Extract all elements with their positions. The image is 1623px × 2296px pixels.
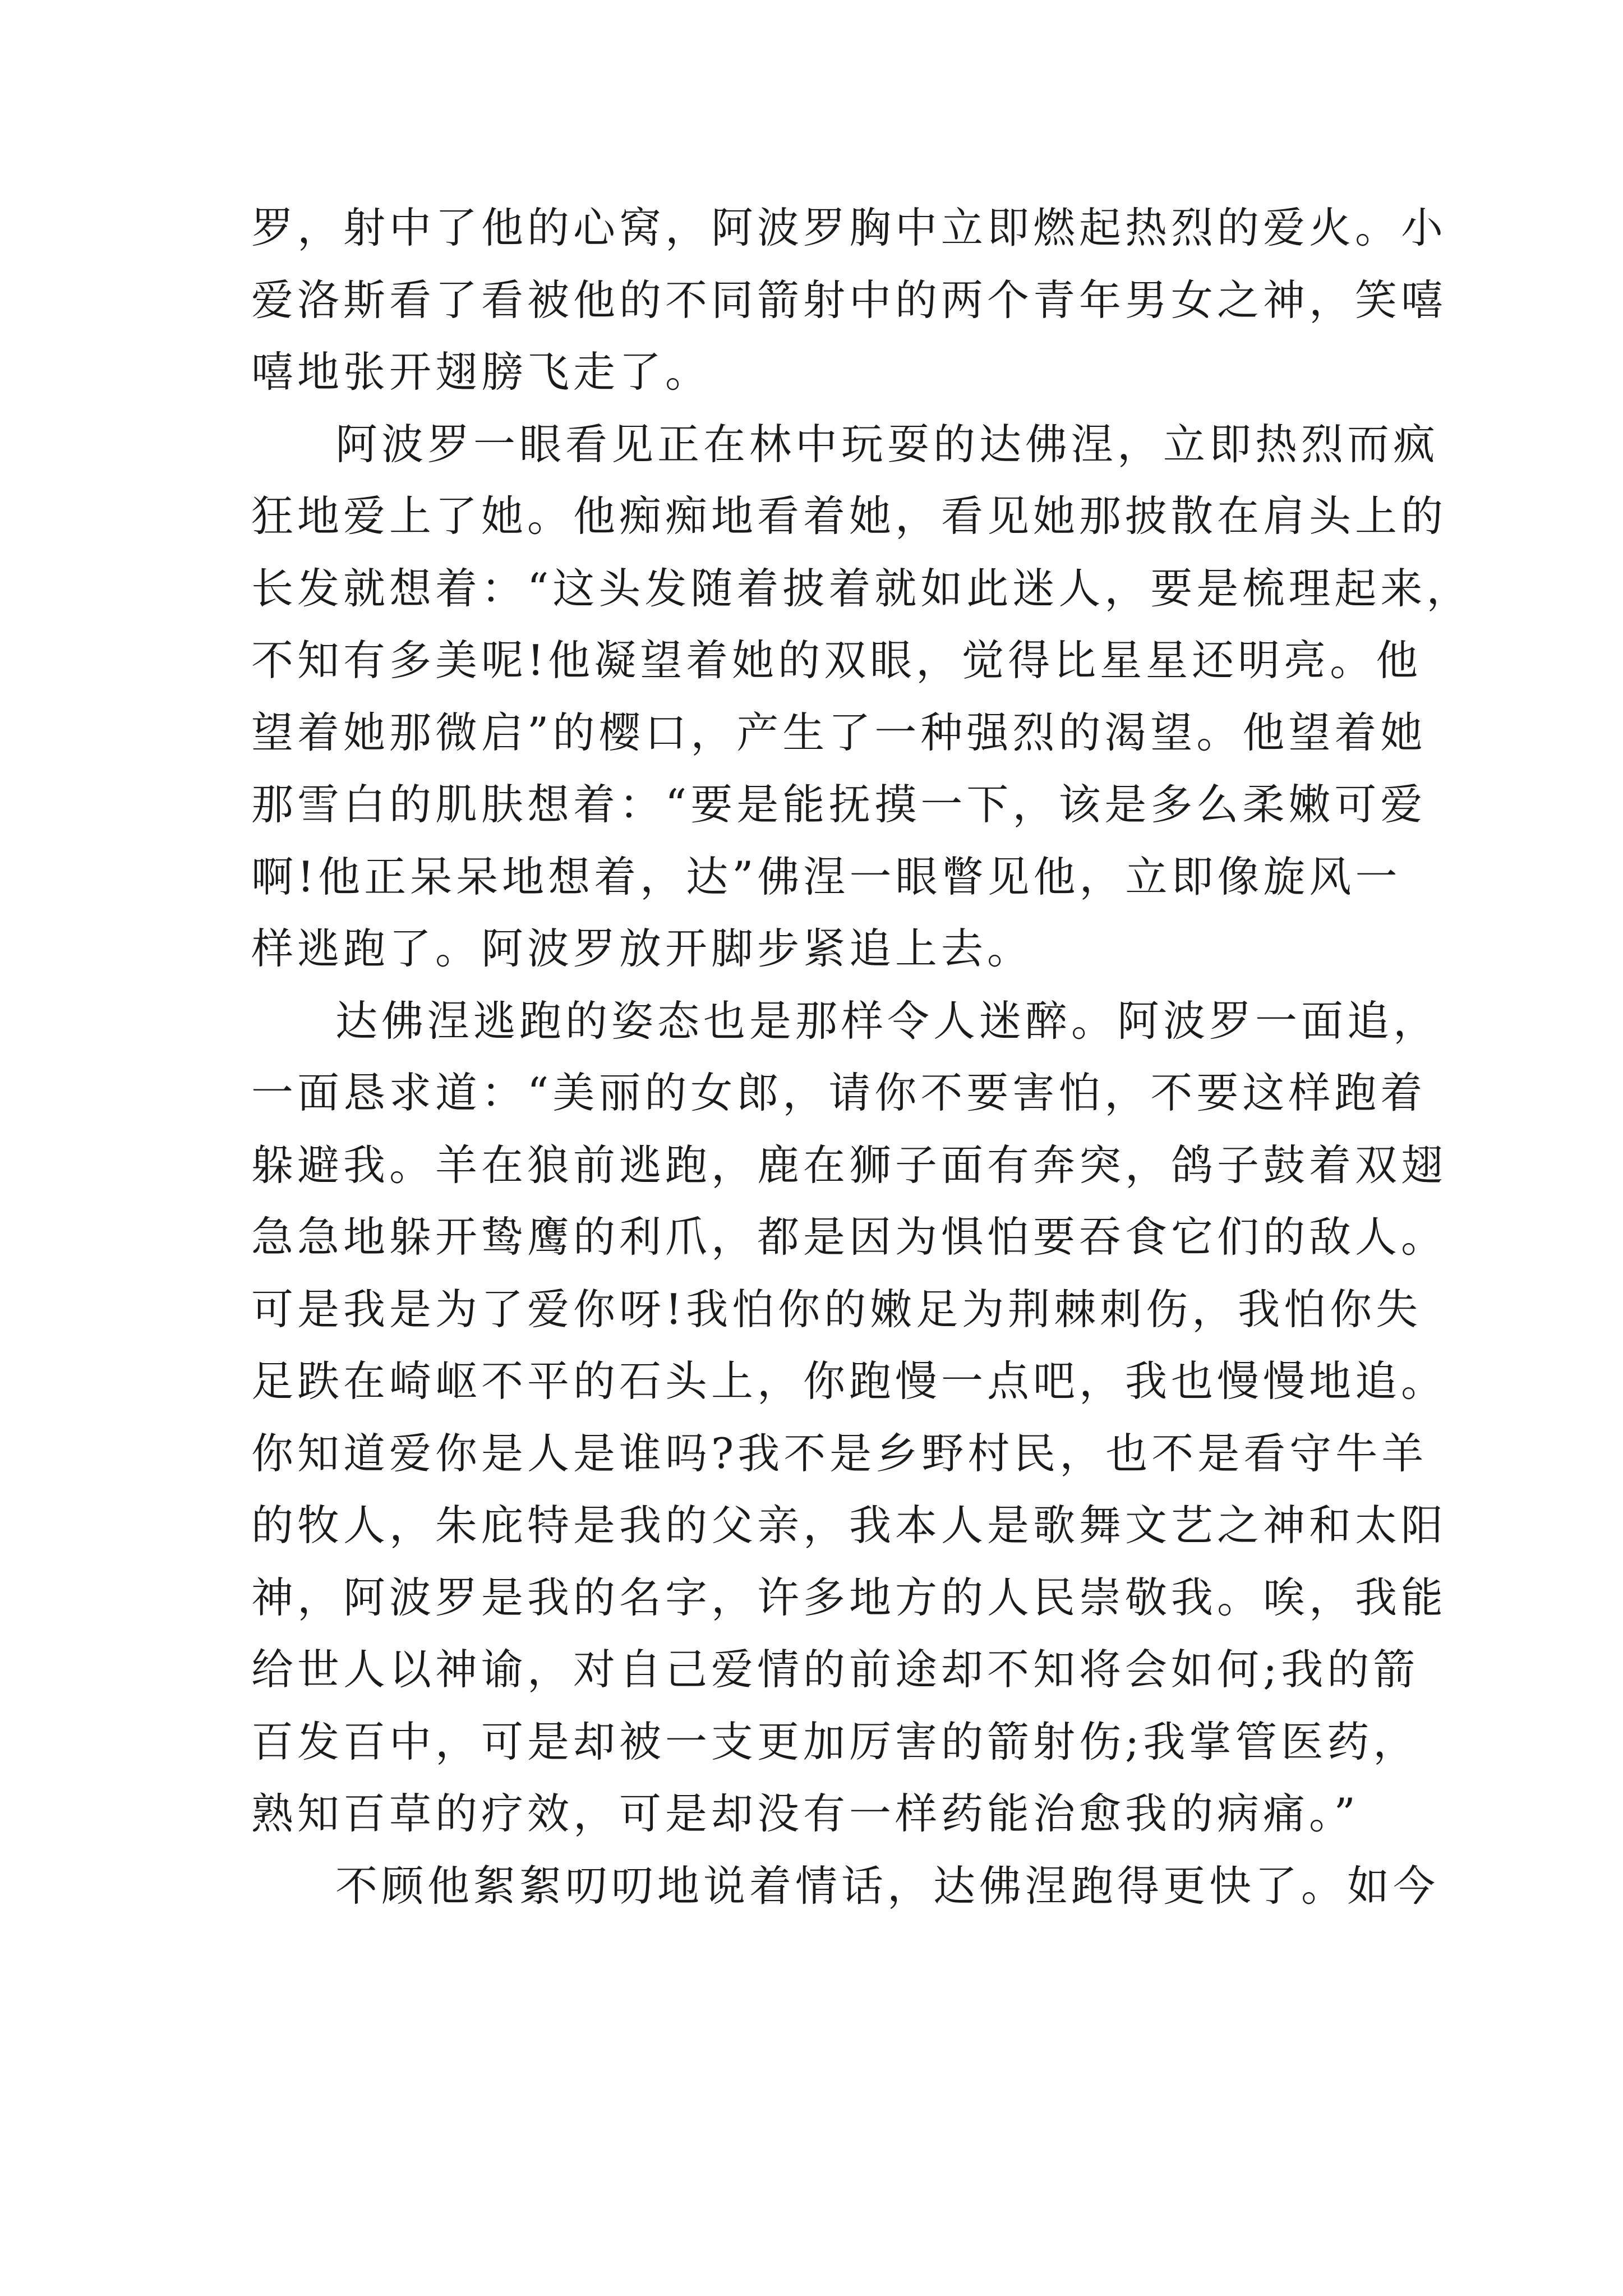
text-line: 百发百中，可是却被一支更加厉害的箭射伤;我掌管医药， xyxy=(251,1717,1419,1766)
text-line: 长发就想着：“这头发随着披着就如此迷人，要是梳理起来， xyxy=(251,564,1473,613)
text-line: 熟知百草的疗效，可是却没有一样药能治愈我的病痛。” xyxy=(251,1789,1359,1838)
text-line: 爱洛斯看了看被他的不同箭射中的两个青年男女之神，笑嘻 xyxy=(251,275,1447,325)
text-line: 嘻地张开翅膀飞走了。 xyxy=(251,347,712,397)
text-line: 给世人以神谕，对自己爱情的前途却不知将会如何;我的箭 xyxy=(251,1645,1419,1694)
text-line: 样逃跑了。阿波罗放开脚步紧追上去。 xyxy=(251,924,1034,973)
text-line: 足跌在崎岖不平的石头上，你跑慢一点吧，我也慢慢地追。 xyxy=(251,1356,1447,1406)
text-line: 一面恳求道：“美丽的女郎，请你不要害怕，不要这样跑着 xyxy=(251,1068,1427,1117)
text-line: 望着她那微启”的樱口，产生了一种强烈的渴望。他望着她 xyxy=(251,708,1427,757)
text-line: 罗，射中了他的心窝，阿波罗胸中立即燃起热烈的爱火。小 xyxy=(251,203,1447,252)
text-line: 神，阿波罗是我的名字，许多地方的人民崇敬我。唉，我能 xyxy=(251,1573,1447,1622)
text-line: 躲避我。羊在狼前逃跑，鹿在狮子面有奔突，鸽子鼓着双翅 xyxy=(251,1140,1447,1190)
text-line: 你知道爱你是人是谁吗?我不是乡野村民，也不是看守牛羊 xyxy=(251,1429,1428,1478)
text-line: 啊!他正呆呆地想着，达”佛涅一眼瞥见他，立即像旋风一 xyxy=(251,852,1401,901)
text-line: 不顾他絮絮叨叨地说着情话，达佛涅跑得更快了。如今 xyxy=(335,1861,1440,1911)
text-line: 急急地躲开鸷鹰的利爪，都是因为惧怕要吞食它们的敌人。 xyxy=(251,1212,1447,1262)
text-line: 可是我是为了爱你呀!我怕你的嫩足为荆棘刺伤，我怕你失 xyxy=(251,1285,1422,1334)
text-line: 的牧人，朱庇特是我的父亲，我本人是歌舞文艺之神和太阳 xyxy=(251,1501,1447,1550)
text-line: 阿波罗一眼看见正在林中玩耍的达佛涅，立即热烈而疯 xyxy=(335,420,1440,469)
text-line: 狂地爱上了她。他痴痴地看着她，看见她那披散在肩头上的 xyxy=(251,491,1447,541)
text-line: 那雪白的肌肤想着：“要是能抚摸一下，该是多么柔嫩可爱 xyxy=(251,780,1427,829)
text-line: 不知有多美呢!他凝望着她的双眼，觉得比星星还明亮。他 xyxy=(251,636,1422,685)
text-line: 达佛涅逃跑的姿态也是那样令人迷醉。阿波罗一面追， xyxy=(335,996,1440,1046)
